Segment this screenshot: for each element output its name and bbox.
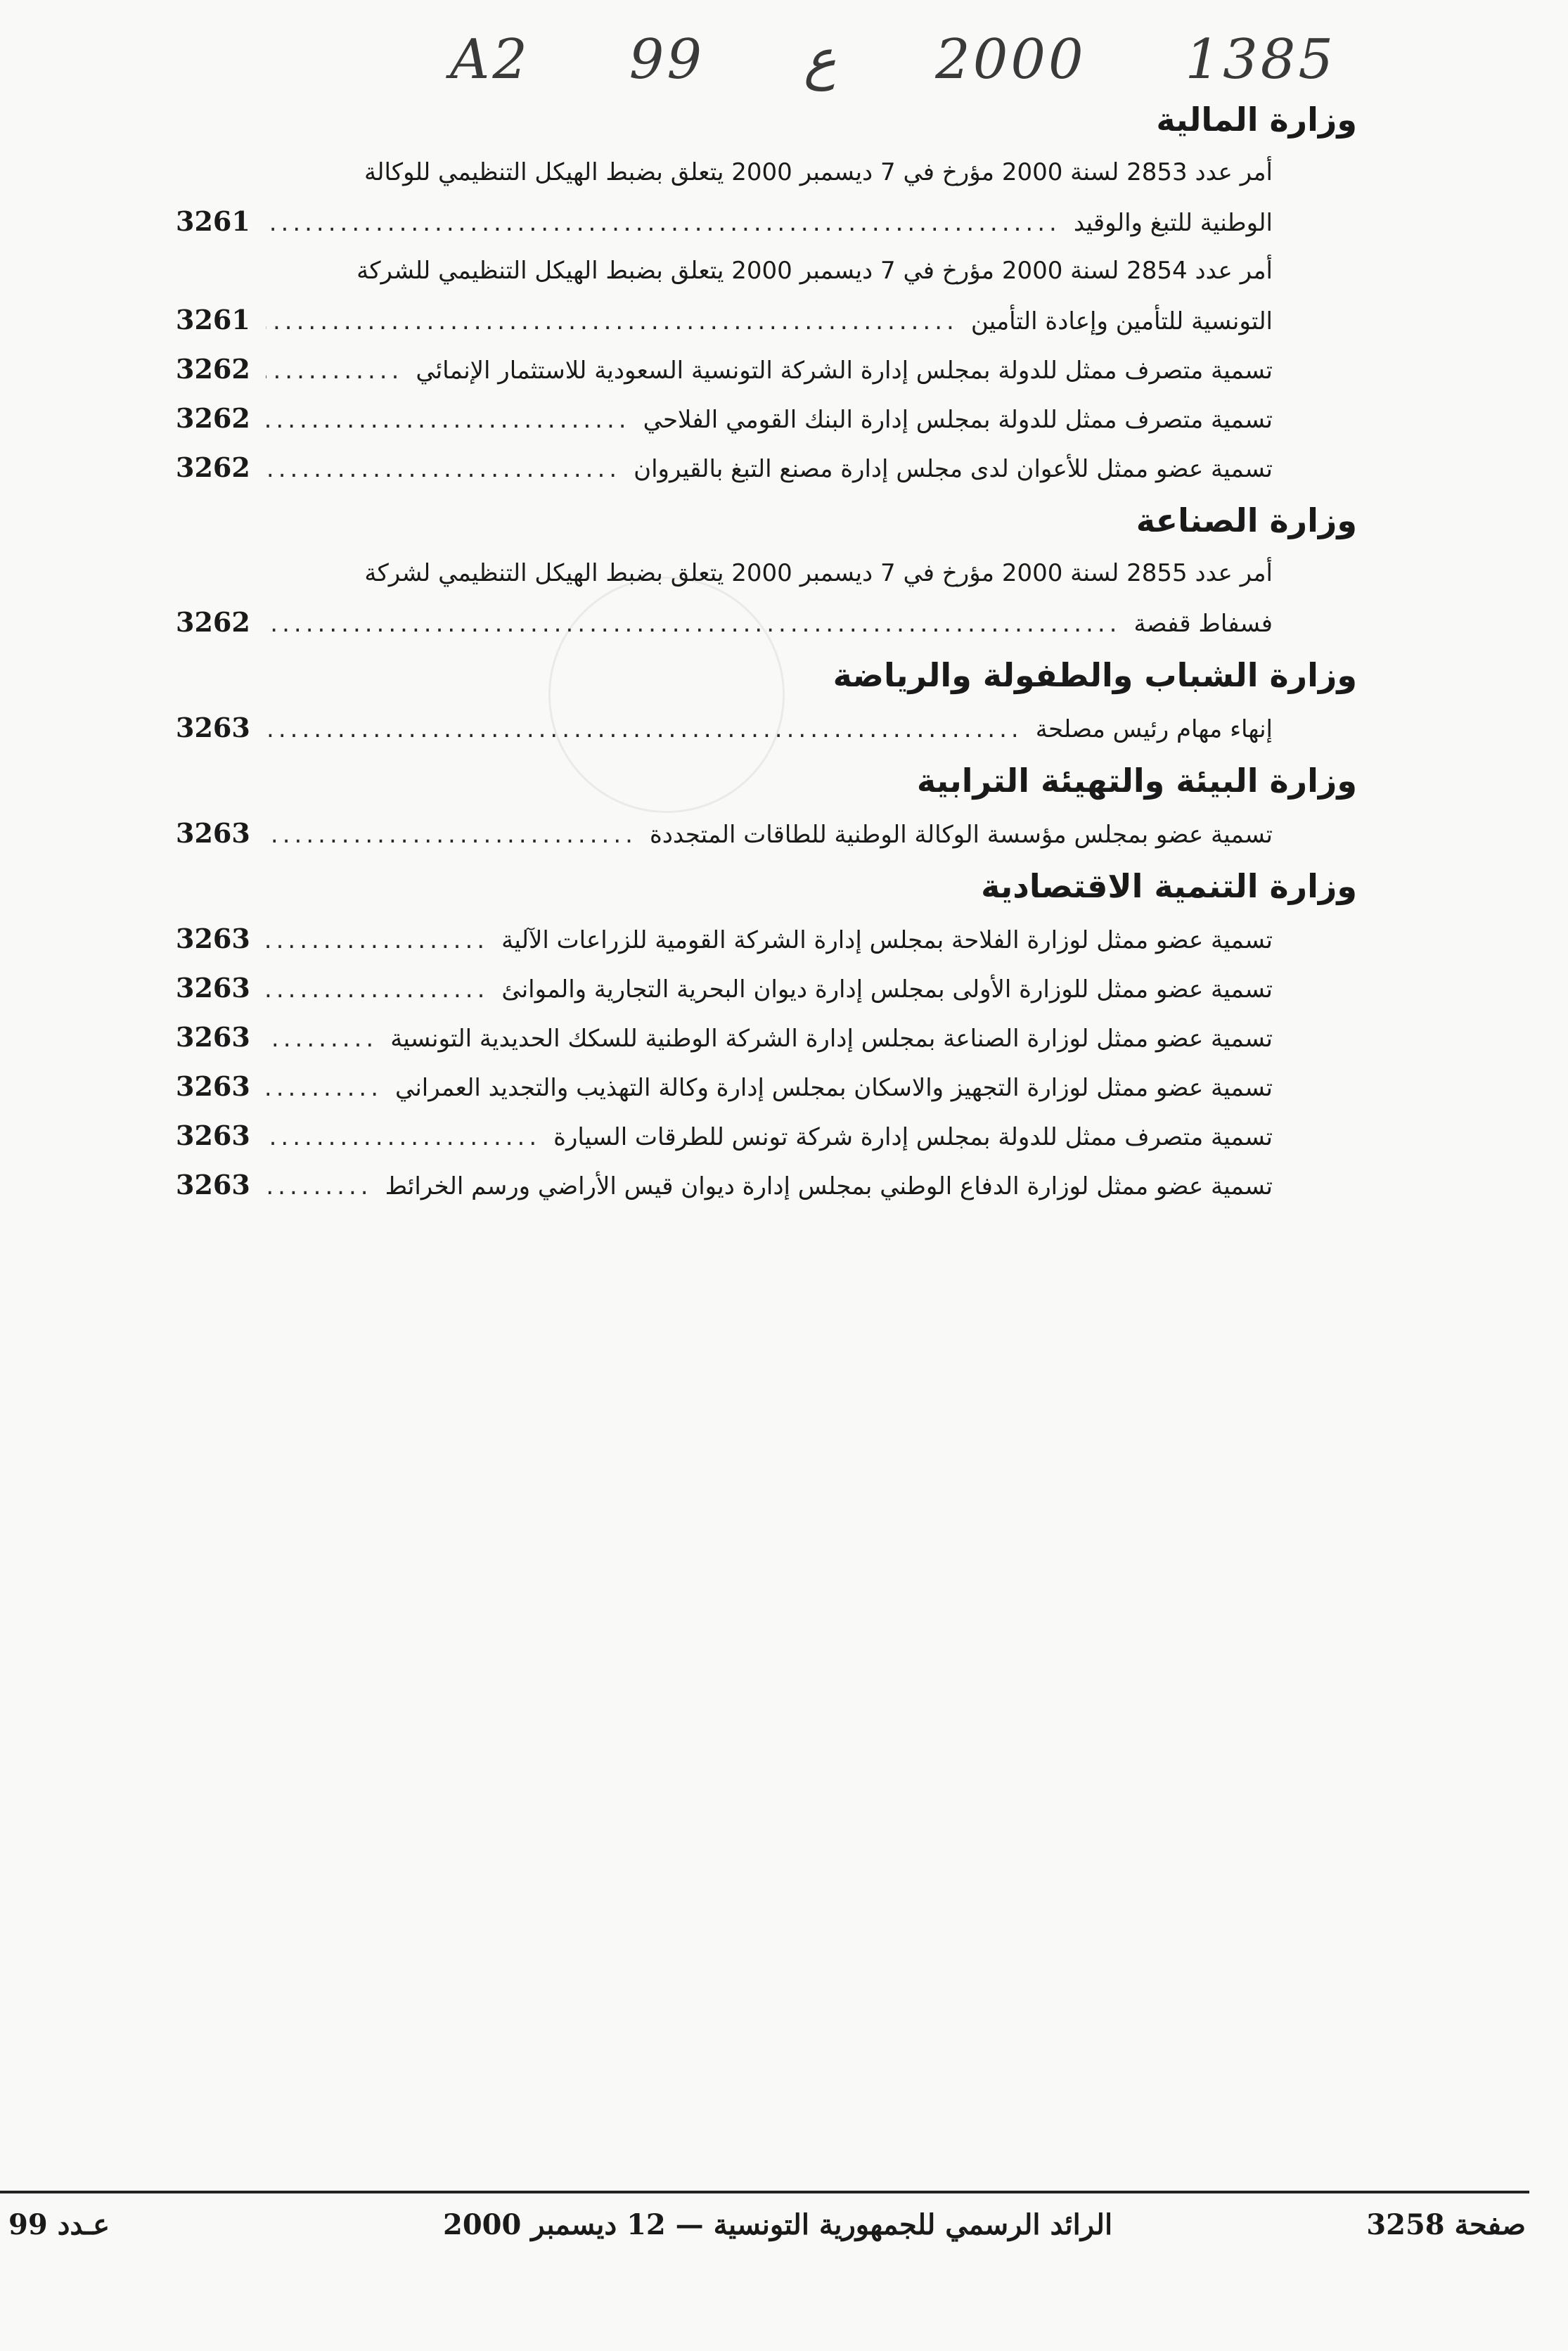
toc-entry[interactable] (176, 246, 1357, 345)
entry-text: تسمية عضو ممثل للوزارة الأولى بمجلس إدارة ديوان البحرية التجارية والموانئ (501, 975, 1273, 1004)
toc-entry[interactable] (176, 443, 1357, 492)
entry-page-number: 3262 (176, 606, 250, 638)
toc-entry[interactable] (176, 703, 1357, 752)
handwritten-annotation (450, 21, 1336, 98)
entry-page-number: 3263 (176, 923, 250, 954)
dot-leader (266, 198, 1061, 248)
entry-text: تسمية عضو ممثل للأعوان لدى مجلس إدارة مصنع التبغ بالقيروان (634, 455, 1273, 483)
entry-page-number: 3261 (176, 205, 250, 237)
toc-entry[interactable] (176, 1111, 1357, 1160)
entry-text: تسمية متصرف ممثل للدولة بمجلس إدارة البنك القومي الفلاحي (643, 406, 1273, 434)
entry-text: فسفاط قفصة (1133, 610, 1273, 638)
toc-entry[interactable] (176, 549, 1357, 647)
entry-text: تسمية عضو بمجلس مؤسسة الوكالة الوطنية للطاقات المتجددة (649, 821, 1273, 849)
entry-page-number: 3262 (176, 402, 250, 434)
toc-entry[interactable] (176, 345, 1357, 394)
entry-text: تسمية عضو ممثل لوزارة الدفاع الوطني بمجلس إدارة ديوان قيس الأراضي ورسم الخرائط (385, 1172, 1273, 1200)
dot-leader (266, 810, 637, 859)
entry-text: إنهاء مهام رئيس مصلحة (1035, 715, 1273, 743)
dot-leader (266, 297, 958, 346)
toc-entry[interactable] (176, 1160, 1357, 1210)
entry-text: أمر عدد 2854 لسنة 2000 مؤرخ في 7 ديسمبر 2000 يتعلق بضبط الهيكل التنظيمي للشركة (356, 257, 1273, 285)
dot-leader (266, 916, 489, 965)
toc-entry[interactable] (176, 809, 1357, 858)
entry-text: التونسية للتأمين وإعادة التأمين (970, 307, 1273, 335)
dot-leader (266, 1063, 383, 1113)
entry-page-number: 3263 (176, 817, 250, 849)
entry-text: تسمية متصرف ممثل للدولة بمجلس إدارة شركة تونس للطرقات السيارة (553, 1123, 1273, 1151)
entry-page-number: 3262 (176, 451, 250, 483)
handwritten-part: 99 (629, 28, 705, 91)
dot-leader (266, 1014, 378, 1063)
toc-entry[interactable] (176, 914, 1357, 963)
dot-leader (266, 965, 489, 1014)
page-number: صفحة 3258 (1366, 2208, 1526, 2241)
entry-page-number: 3263 (176, 972, 250, 1004)
dot-leader (266, 395, 631, 444)
entry-page-number: 3263 (176, 1120, 250, 1151)
issue-number: عـدد 99 (8, 2208, 110, 2241)
entry-page-number: 3263 (176, 1021, 250, 1053)
entry-text: الوطنية للتبغ والوقيد (1073, 209, 1273, 237)
entry-page-number: 3263 (176, 712, 250, 743)
entry-page-number: 3263 (176, 1070, 250, 1102)
entry-page-number: 3263 (176, 1169, 250, 1200)
toc-entry[interactable] (176, 1062, 1357, 1111)
handwritten-part: 2000 (935, 28, 1086, 91)
entry-text: أمر عدد 2853 لسنة 2000 مؤرخ في 7 ديسمبر 2000 يتعلق بضبط الهيكل التنظيمي للوكالة (364, 158, 1273, 186)
section-title: وزارة البيئة والتهيئة الترابية (916, 762, 1357, 800)
handwritten-part: A2 (450, 28, 530, 91)
entry-text: تسمية عضو ممثل لوزارة الصناعة بمجلس إدارة الشركة الوطنية للسكك الحديدية التونسية (390, 1025, 1273, 1053)
section-title: وزارة المالية (1156, 101, 1357, 139)
toc-entry[interactable] (176, 1013, 1357, 1062)
dot-leader (266, 1113, 541, 1162)
publication-title: الرائد الرسمي للجمهورية التونسية — 12 ديسمبر 2000 (443, 2208, 1113, 2241)
entry-page-number: 3262 (176, 353, 250, 385)
handwritten-part: 1385 (1185, 28, 1336, 91)
entry-text: تسمية عضو ممثل لوزارة الفلاحة بمجلس إدارة الشركة القومية للزراعات الآلية (501, 926, 1273, 954)
dot-leader (266, 346, 403, 395)
page-footer (0, 2208, 1526, 2264)
entry-page-number: 3261 (176, 304, 250, 335)
dot-leader (266, 599, 1121, 648)
footer-divider (0, 2191, 1529, 2193)
toc-entry[interactable] (176, 148, 1357, 246)
toc-entry[interactable] (176, 963, 1357, 1013)
entry-text: تسمية متصرف ممثل للدولة بمجلس إدارة الشركة التونسية السعودية للاستثمار الإنمائي (416, 357, 1273, 385)
entry-text: أمر عدد 2855 لسنة 2000 مؤرخ في 7 ديسمبر 2000 يتعلق بضبط الهيكل التنظيمي لشركة (364, 559, 1273, 587)
table-of-contents (176, 91, 1357, 1210)
toc-entry[interactable] (176, 394, 1357, 443)
section-title: وزارة التنمية الاقتصادية (981, 867, 1357, 905)
dot-leader (266, 1162, 373, 1211)
dot-leader (266, 444, 621, 494)
section-title: وزارة الشباب والطفولة والرياضة (833, 656, 1357, 694)
section-title: وزارة الصناعة (1136, 501, 1357, 539)
handwritten-part: ع (803, 28, 837, 91)
dot-leader (266, 705, 1023, 754)
entry-text: تسمية عضو ممثل لوزارة التجهيز والاسكان بمجلس إدارة وكالة التهذيب والتجديد العمراني (395, 1074, 1273, 1102)
